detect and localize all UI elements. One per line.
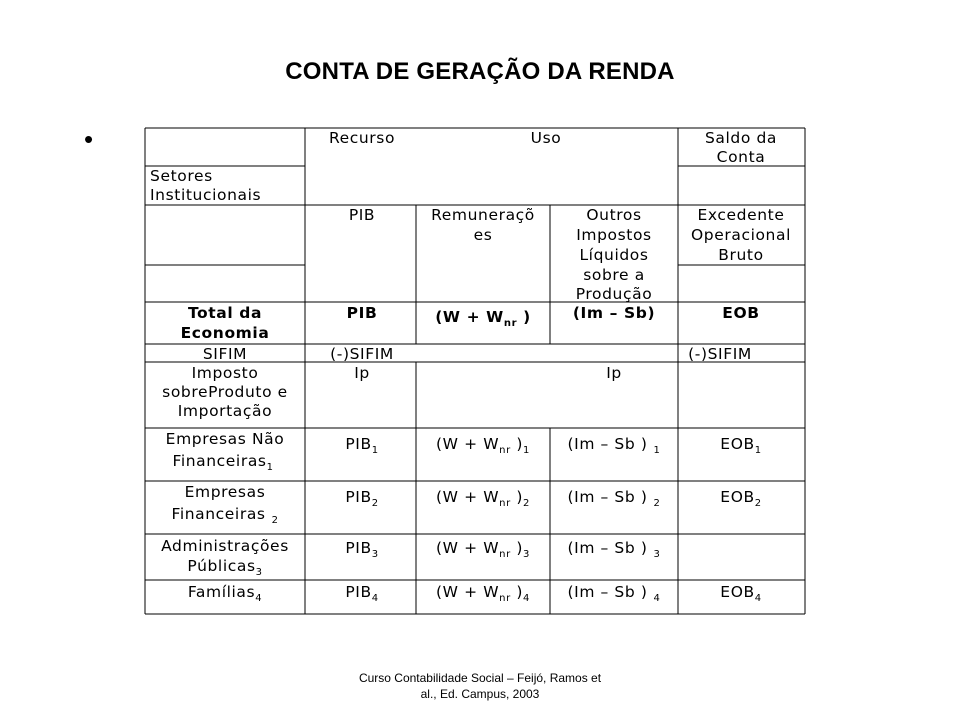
subheader-outros-line5: Produção (575, 285, 653, 303)
sifim-recurso: (-)SIFIM (330, 345, 394, 363)
total-eob: EOB (722, 304, 760, 322)
subheader-excedente-line3: Bruto (718, 246, 764, 264)
row4-eob: $EOB_4$ (720, 583, 762, 604)
subheader-remuneracoes-line2: es (473, 226, 493, 244)
row2-eob: $EOB_2$ (720, 488, 762, 509)
row1-remuneracoes: ($W + W_{nr}$ )$_1$ (436, 435, 530, 456)
row4-impostos: (Im – Sb ) $_4$ (567, 583, 661, 604)
row3-label-line2: Públicas$_3$ (187, 557, 263, 578)
subheader-outros-line3: Líquidos (579, 246, 649, 264)
imposto-recurso: Ip (354, 364, 370, 382)
sifim-saldo: (-)SIFIM (688, 345, 752, 363)
subheader-outros-line4: sobre a (583, 266, 645, 284)
row2-impostos: (Im – Sb ) $_2$ (567, 488, 661, 509)
total-label-line1: Total da (187, 304, 263, 322)
imposto-label-line2: sobreProduto e (162, 383, 288, 401)
row3-impostos: (Im – Sb ) $_3$ (567, 539, 661, 560)
imposto-label-line3: Importação (177, 402, 273, 420)
row4-pib: $PIB_4$ (345, 583, 379, 604)
row1-eob: $EOB_1$ (720, 435, 762, 456)
header-saldo-line1: Saldo da (704, 129, 778, 147)
footer-line2: al., Ed. Campus, 2003 (420, 687, 540, 701)
sifim-label: SIFIM (202, 345, 248, 363)
subheader-outros-line1: Outros (586, 206, 642, 224)
footer-line1: Curso Contabilidade Social – Feijó, Ramos et (358, 671, 602, 685)
setores-label-line2: Institucionais (150, 186, 262, 204)
row1-impostos: (Im – Sb ) $_1$ (567, 435, 661, 456)
row1-pib: $PIB_1$ (345, 435, 379, 456)
total-remuneracoes: ($W + W_{nr}$ ) (435, 308, 531, 329)
total-impostos: (Im – Sb) (572, 304, 656, 322)
subheader-excedente-line1: Excedente (697, 206, 785, 224)
header-uso: Uso (530, 129, 562, 147)
row1-label-line2: Financeiras$_1$ (172, 452, 274, 473)
row3-pib: $PIB_3$ (345, 539, 379, 560)
imposto-uso: Ip (606, 364, 622, 382)
row2-remuneracoes: ($W + W_{nr}$ )$_2$ (436, 488, 530, 509)
row4-remuneracoes: ($W + W_{nr}$ )$_4$ (436, 583, 530, 604)
total-label-line2: Economia (180, 324, 270, 342)
row3-label-line1: Administrações (161, 537, 289, 555)
footer-citation (300, 670, 660, 702)
subheader-excedente-line2: Operacional (691, 226, 791, 244)
header-recurso: Recurso (328, 129, 396, 147)
setores-label-line1: Setores (150, 167, 213, 185)
header-saldo-line2: Conta (716, 148, 766, 166)
subheader-remuneracoes-line1: Remuneraçõ (431, 206, 535, 224)
row2-label-line2: Financeiras $_2$ (171, 505, 279, 526)
row1-label-line1: Empresas Não (165, 430, 285, 448)
row3-remuneracoes: ($W + W_{nr}$ )$_3$ (436, 539, 530, 560)
row2-pib: $PIB_2$ (345, 488, 379, 509)
row2-label-line1: Empresas (184, 483, 266, 501)
bullet-marker: • (84, 124, 94, 154)
total-pib: PIB (346, 304, 378, 322)
subheader-outros-line2: Impostos (576, 226, 652, 244)
row4-label: Famílias$_4$ (187, 583, 263, 604)
subheader-pib: PIB (348, 206, 376, 224)
page-title: CONTA DE GERAÇÃO DA RENDA (285, 58, 675, 85)
imposto-label-line1: Imposto (191, 364, 259, 382)
